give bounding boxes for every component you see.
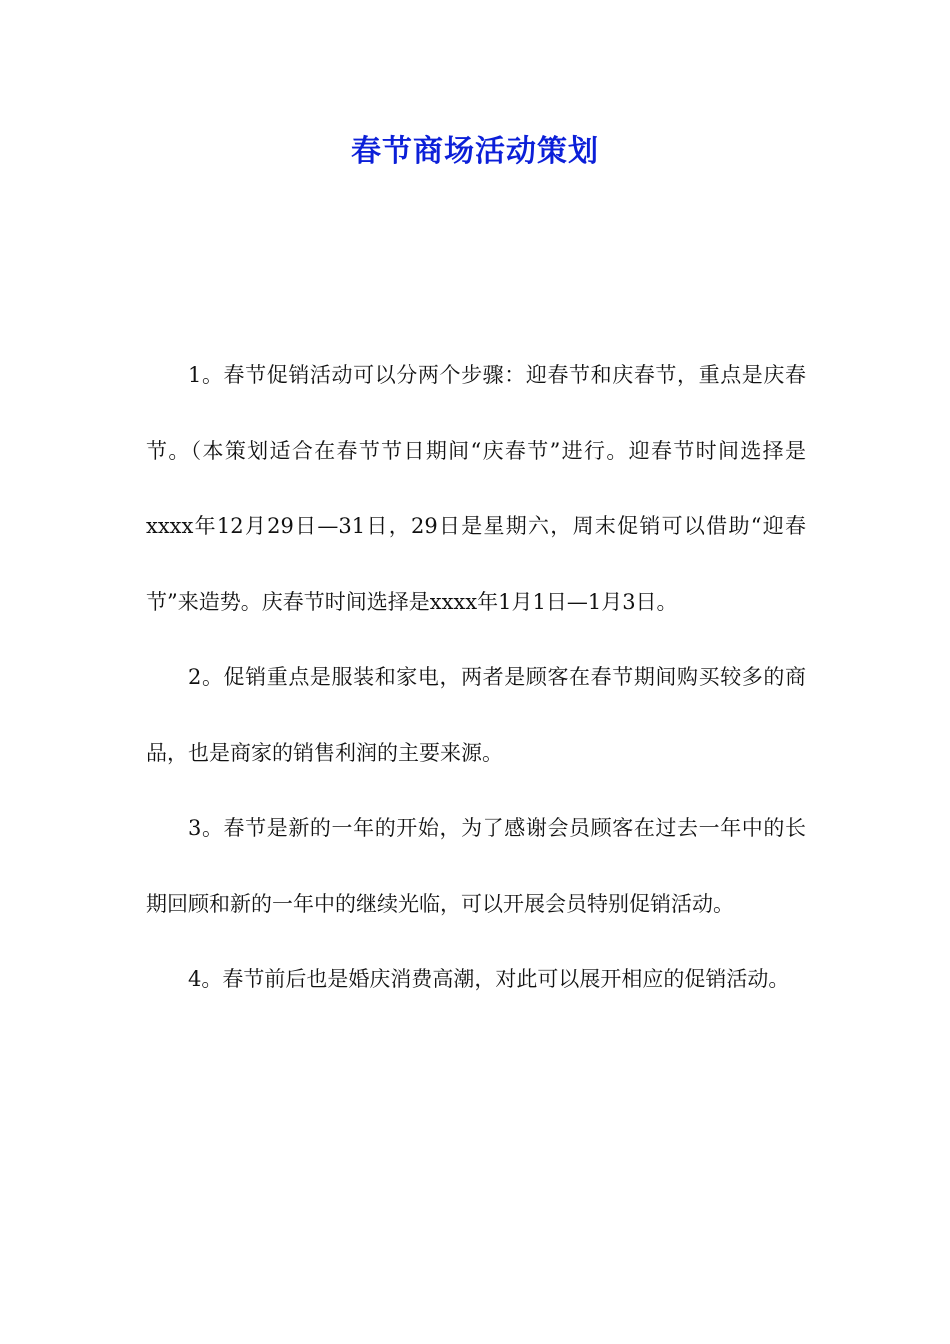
paragraph-2: 2。促销重点是服装和家电，两者是顾客在春节期间购买较多的商品，也是商家的销售利润的主要来源。 bbox=[146, 665, 806, 765]
paragraph-3: 3。春节是新的一年的开始，为了感谢会员顾客在过去一年中的长期回顾和新的一年中的继续光临，可以开展会员特别促销活动。 bbox=[146, 816, 806, 916]
document-body bbox=[146, 338, 806, 1018]
paragraph-4: 4。春节前后也是婚庆消费高潮，对此可以展开相应的促销活动。 bbox=[188, 967, 790, 991]
paragraph-1: 1。春节促销活动可以分两个步骤：迎春节和庆春节，重点是庆春节。（本策划适合在春节节日期间“庆春节”进行。迎春节时间选择是xxxx年12月29日—31日，29日是星期六，周末促销可以借助“迎春节”来造势。庆春节时间选择是xxxx年1月1日—1月3日。 bbox=[146, 363, 806, 614]
document-title: 春节商场活动策划 bbox=[351, 134, 599, 169]
